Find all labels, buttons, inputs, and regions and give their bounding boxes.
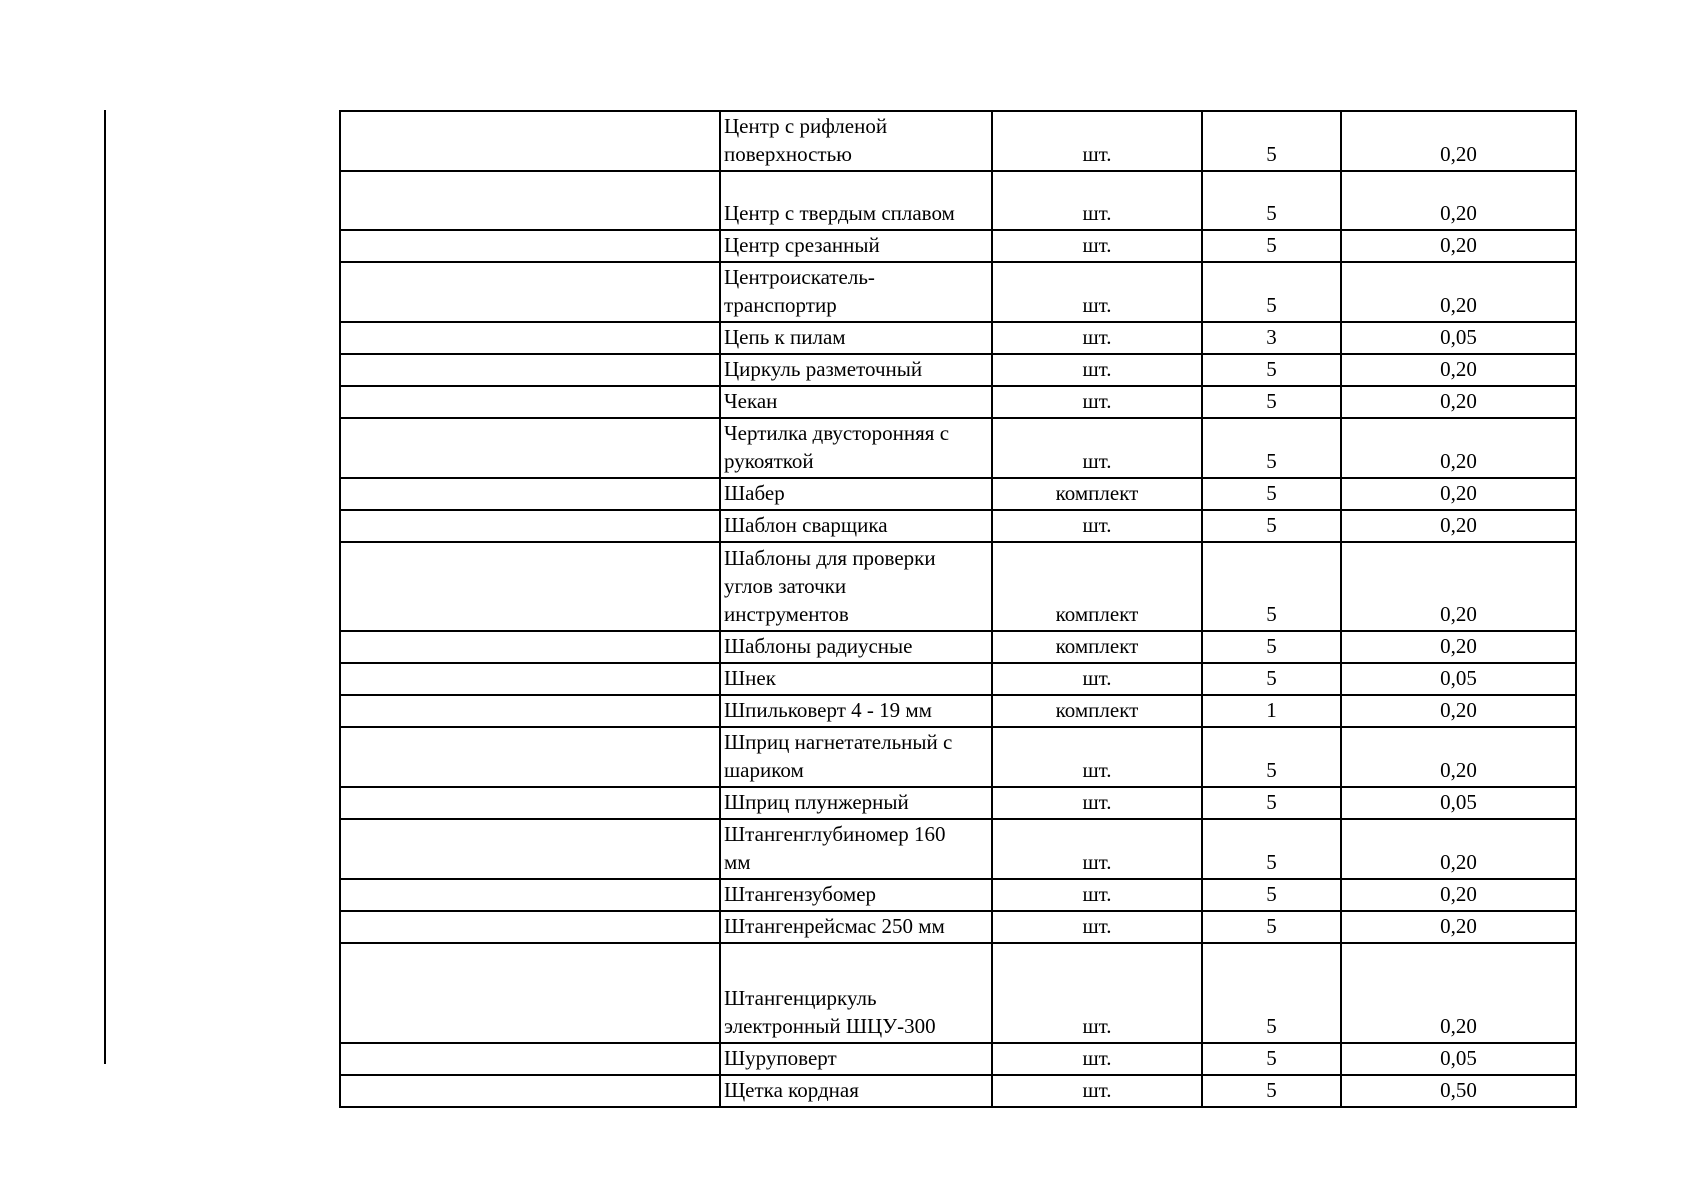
empty-cell [340,663,720,695]
table-row [340,879,1576,911]
item-name-cell: Шнек [720,663,992,695]
unit-cell: шт. [992,1075,1202,1107]
quantity-cell: 5 [1202,386,1341,418]
empty-cell [340,171,720,230]
item-name-cell: Шаблон сварщика [720,510,992,542]
quantity-cell: 5 [1202,230,1341,262]
unit-cell: шт. [992,171,1202,230]
table-row [340,819,1576,879]
value-cell: 0,05 [1341,1043,1576,1075]
quantity-cell: 5 [1202,631,1341,663]
table-row [340,510,1576,542]
item-name-cell: Штангензубомер [720,879,992,911]
value-cell: 0,20 [1341,510,1576,542]
unit-cell: шт. [992,418,1202,478]
table-row [340,787,1576,819]
empty-cell [340,478,720,510]
value-cell: 0,20 [1341,354,1576,386]
value-cell: 0,20 [1341,386,1576,418]
value-cell: 0,20 [1341,418,1576,478]
table-row [340,386,1576,418]
empty-cell [340,386,720,418]
unit-cell: шт. [992,911,1202,943]
value-cell: 0,05 [1341,787,1576,819]
table-row [340,943,1576,1043]
empty-cell [340,1075,720,1107]
quantity-cell: 5 [1202,1043,1341,1075]
quantity-cell: 5 [1202,418,1341,478]
item-name-cell: Шуруповерт [720,1043,992,1075]
value-cell: 0,20 [1341,911,1576,943]
quantity-cell: 5 [1202,819,1341,879]
quantity-cell: 5 [1202,354,1341,386]
item-name-cell: Шаблоны для проверки углов заточки инструментов [720,542,992,631]
unit-cell: шт. [992,943,1202,1043]
value-cell: 0,20 [1341,943,1576,1043]
table-row [340,631,1576,663]
table-row [340,111,1576,171]
item-name-cell: Чертилка двусторонняя с рукояткой [720,418,992,478]
item-name-cell: Штангенциркуль электронный ШЦУ-300 [720,943,992,1043]
value-cell: 0,20 [1341,631,1576,663]
item-name-cell: Центр с рифленой поверхностью [720,111,992,171]
unit-cell: комплект [992,631,1202,663]
value-cell: 0,20 [1341,262,1576,322]
item-name-cell: Центроискатель- транспортир [720,262,992,322]
empty-cell [340,727,720,787]
empty-cell [340,354,720,386]
item-name-cell: Шприц плунжерный [720,787,992,819]
value-cell: 0,20 [1341,171,1576,230]
quantity-cell: 5 [1202,727,1341,787]
empty-cell [340,418,720,478]
unit-cell: шт. [992,386,1202,418]
item-name-cell: Штангенрейсмас 250 мм [720,911,992,943]
unit-cell: шт. [992,1043,1202,1075]
table-row [340,1043,1576,1075]
item-name-cell: Циркуль разметочный [720,354,992,386]
table-row [340,695,1576,727]
item-name-cell: Шприц нагнетательный с шариком [720,727,992,787]
empty-cell [340,943,720,1043]
unit-cell: шт. [992,111,1202,171]
empty-cell [340,879,720,911]
empty-cell [340,787,720,819]
empty-cell [340,111,720,171]
item-name-cell: Шпильковерт 4 - 19 мм [720,695,992,727]
table-row [340,542,1576,631]
inventory-table [339,110,1577,1108]
unit-cell: шт. [992,787,1202,819]
unit-cell: шт. [992,322,1202,354]
unit-cell: шт. [992,879,1202,911]
value-cell: 0,20 [1341,542,1576,631]
value-cell: 0,20 [1341,230,1576,262]
empty-cell [340,322,720,354]
value-cell: 0,20 [1341,819,1576,879]
value-cell: 0,20 [1341,111,1576,171]
quantity-cell: 5 [1202,262,1341,322]
empty-cell [340,1043,720,1075]
table-row [340,911,1576,943]
unit-cell: шт. [992,663,1202,695]
left-margin-line [104,110,106,1064]
unit-cell: комплект [992,695,1202,727]
empty-cell [340,911,720,943]
item-name-cell: Шаблоны радиусные [720,631,992,663]
value-cell: 0,20 [1341,478,1576,510]
unit-cell: шт. [992,262,1202,322]
item-name-cell: Шабер [720,478,992,510]
value-cell: 0,20 [1341,695,1576,727]
value-cell: 0,05 [1341,322,1576,354]
value-cell: 0,50 [1341,1075,1576,1107]
quantity-cell: 5 [1202,879,1341,911]
item-name-cell: Цепь к пилам [720,322,992,354]
unit-cell: комплект [992,478,1202,510]
quantity-cell: 5 [1202,542,1341,631]
table-row [340,230,1576,262]
unit-cell: комплект [992,542,1202,631]
value-cell: 0,20 [1341,879,1576,911]
quantity-cell: 5 [1202,943,1341,1043]
empty-cell [340,510,720,542]
item-name-cell: Центр срезанный [720,230,992,262]
quantity-cell: 5 [1202,787,1341,819]
quantity-cell: 5 [1202,171,1341,230]
table-row [340,1075,1576,1107]
empty-cell [340,695,720,727]
empty-cell [340,631,720,663]
item-name-cell: Штангенглубиномер 160 мм [720,819,992,879]
table-row [340,171,1576,230]
value-cell: 0,05 [1341,663,1576,695]
unit-cell: шт. [992,819,1202,879]
item-name-cell: Щетка кордная [720,1075,992,1107]
unit-cell: шт. [992,510,1202,542]
quantity-cell: 5 [1202,911,1341,943]
item-name-cell: Центр с твердым сплавом [720,171,992,230]
table-row [340,418,1576,478]
value-cell: 0,20 [1341,727,1576,787]
quantity-cell: 3 [1202,322,1341,354]
table-row [340,727,1576,787]
quantity-cell: 5 [1202,111,1341,171]
table-row [340,663,1576,695]
unit-cell: шт. [992,354,1202,386]
table-row [340,478,1576,510]
quantity-cell: 5 [1202,1075,1341,1107]
table-row [340,354,1576,386]
empty-cell [340,819,720,879]
empty-cell [340,262,720,322]
quantity-cell: 1 [1202,695,1341,727]
quantity-cell: 5 [1202,510,1341,542]
quantity-cell: 5 [1202,478,1341,510]
item-name-cell: Чекан [720,386,992,418]
unit-cell: шт. [992,230,1202,262]
table-row [340,322,1576,354]
unit-cell: шт. [992,727,1202,787]
table-row [340,262,1576,322]
quantity-cell: 5 [1202,663,1341,695]
empty-cell [340,542,720,631]
empty-cell [340,230,720,262]
